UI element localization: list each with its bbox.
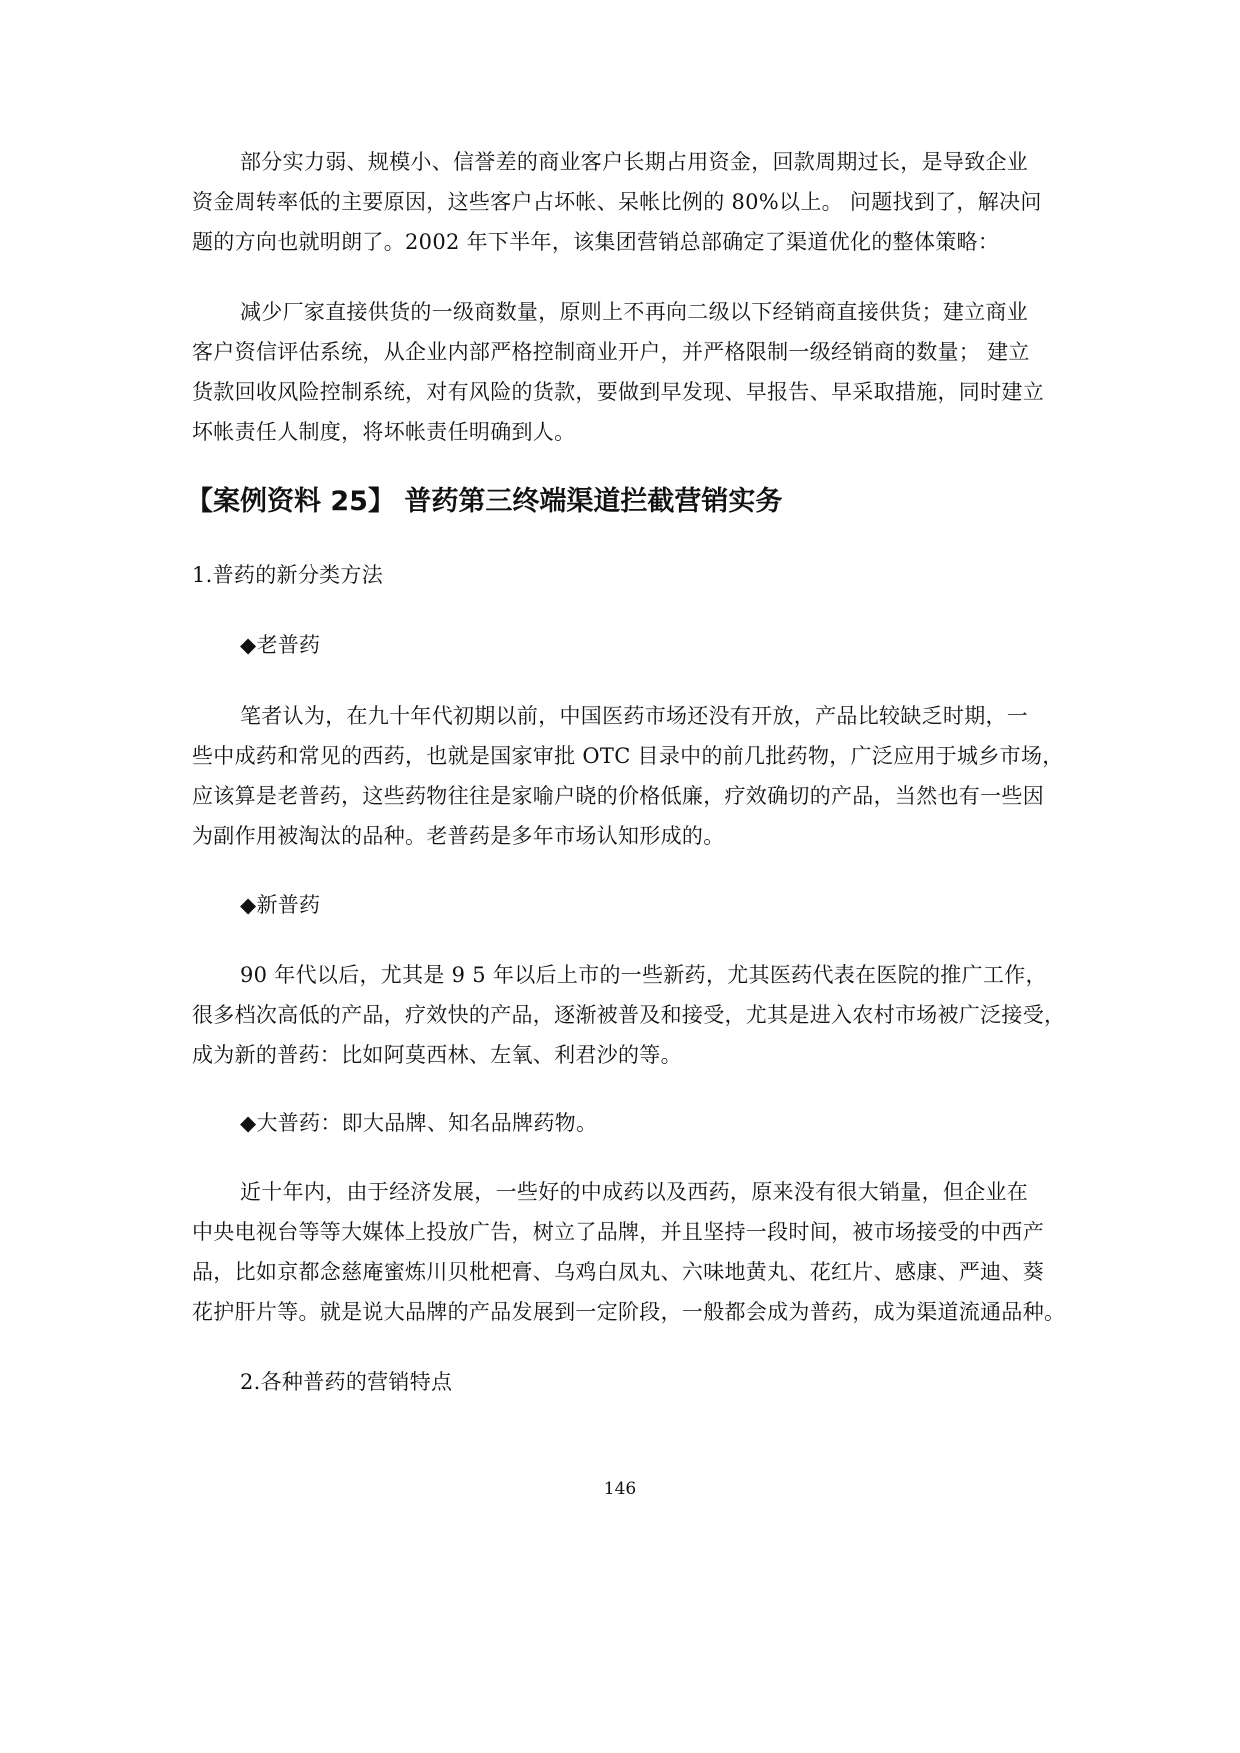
bullet-old-generic: ◆老普药 [240,633,321,657]
bullet-new-generic: ◆新普药 [240,893,321,917]
paragraph-3-line-4: 为副作用被淘汰的品种。老普药是多年市场认知形成的。 [192,824,725,848]
paragraph-5-line-3: 品，比如京都念慈庵蜜炼川贝枇杷膏、乌鸡白凤丸、六味地黄丸、花红片、感康、严迪、葵 [192,1260,1044,1284]
paragraph-5-line-4: 花护肝片等。就是说大品牌的产品发展到一定阶段，一般都会成为普药，成为渠道流通品种。 [192,1300,1066,1324]
paragraph-3-line-3: 应该算是老普药，这些药物往往是家喻户晓的价格低廉，疗效确切的产品，当然也有一些因 [192,784,1044,808]
paragraph-3-line-2: 些中成药和常见的西药，也就是国家审批 OTC 目录中的前几批药物，广泛应用于城乡市场， [192,744,1064,768]
paragraph-2-line-3: 货款回收风险控制系统，对有风险的货款，要做到早发现、早报告、早采取措施，同时建立 [192,380,1044,404]
paragraph-4-line-1: 90 年代以后，尤其是 9 5 年以后上市的一些新药，尤其医药代表在医院的推广工作， [240,963,1047,987]
paragraph-2-line-2: 客户资信评估系统，从企业内部严格控制商业开户，并严格限制一级经销商的数量； 建立 [192,340,1030,364]
paragraph-5-line-2: 中央电视台等等大媒体上投放广告，树立了品牌，并且坚持一段时间，被市场接受的中西产 [192,1220,1044,1244]
paragraph-2-line-1: 减少厂家直接供货的一级商数量，原则上不再向二级以下经销商直接供货；建立商业 [240,300,1029,324]
paragraph-4-line-3: 成为新的普药：比如阿莫西林、左氧、利君沙的等。 [192,1043,682,1067]
paragraph-1-line-2: 资金周转率低的主要原因，这些客户占坏帐、呆帐比例的 80%以上。 问题找到了，解决问 [192,190,1042,214]
case-heading: 【案例资料 25】 普药第三终端渠道拦截营销实务 [186,486,783,517]
paragraph-1-line-1: 部分实力弱、规模小、信誉差的商业客户长期占用资金，回款周期过长，是导致企业 [240,150,1029,174]
bullet-big-brand: ◆大普药：即大品牌、知名品牌药物。 [240,1111,598,1135]
section-1-title: 1.普药的新分类方法 [192,563,384,587]
paragraph-4-line-2: 很多档次高低的产品，疗效快的产品，逐渐被普及和接受，尤其是进入农村市场被广泛接受， [192,1003,1066,1027]
paragraph-3-line-1: 笔者认为，在九十年代初期以前，中国医药市场还没有开放，产品比较缺乏时期，一 [240,704,1029,728]
page-number: 146 [603,1479,637,1499]
section-2-title: 2.各种普药的营销特点 [240,1370,453,1394]
paragraph-2-line-4: 坏帐责任人制度，将坏帐责任明确到人。 [192,420,576,444]
paragraph-5-line-1: 近十年内，由于经济发展，一些好的中成药以及西药，原来没有很大销量，但企业在 [240,1180,1029,1204]
paragraph-1-line-3: 题的方向也就明朗了。2002 年下半年，该集团营销总部确定了渠道优化的整体策略： [192,230,1000,254]
